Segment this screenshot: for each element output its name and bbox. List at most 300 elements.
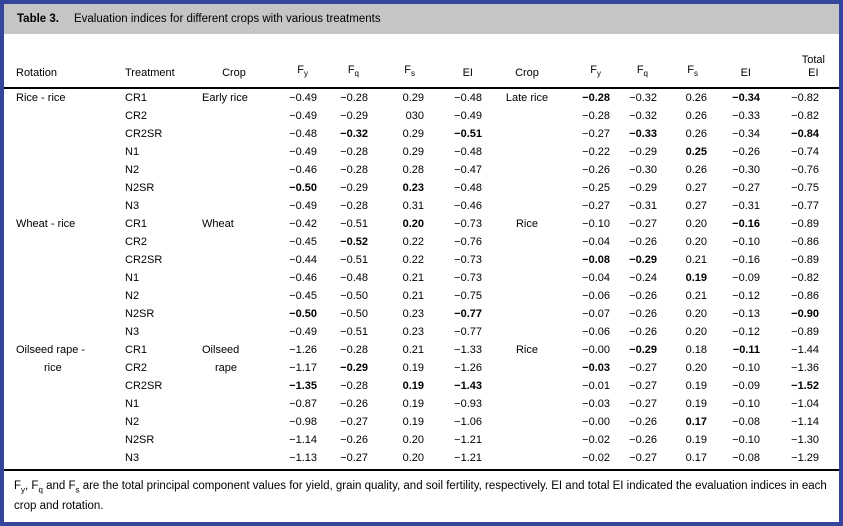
cell-total-ei: −0.90 xyxy=(791,308,819,320)
cell-total-ei: −0.89 xyxy=(791,218,819,230)
table-caption xyxy=(4,4,839,34)
cell-crop-left xyxy=(200,395,268,413)
table-number: Table 3. xyxy=(17,13,59,25)
cell-fs-left: 0.20 xyxy=(402,434,424,446)
cell-fy-right: −0.28 xyxy=(582,110,610,122)
cell-crop-left xyxy=(200,305,268,323)
cell-crop-right xyxy=(488,197,566,215)
table-row xyxy=(4,359,839,377)
col-header-fs-right: $F_s$ xyxy=(663,34,713,88)
table-row xyxy=(4,251,839,269)
table-row xyxy=(4,88,839,107)
cell-fq-right: −0.26 xyxy=(629,434,657,446)
cell-fq-right: −0.31 xyxy=(629,200,657,212)
cell-fq-right: −0.29 xyxy=(629,254,657,266)
cell-fs-left: 0.29 xyxy=(402,92,424,104)
cell-fy-right: −0.28 xyxy=(582,92,610,104)
cell-ei-left: −1.33 xyxy=(454,344,482,356)
cell-fq-right: −0.24 xyxy=(629,272,657,284)
cell-fs-right: 0.20 xyxy=(685,218,707,230)
cell-fy-left: −0.48 xyxy=(289,128,317,140)
cell-fq-right: −0.26 xyxy=(629,290,657,302)
cell-fs-left: 0.23 xyxy=(402,326,424,338)
cell-total-ei: −1.29 xyxy=(791,452,819,464)
cell-ei-right: −0.09 xyxy=(732,380,760,392)
cell-fy-left: −0.45 xyxy=(289,236,317,248)
cell-crop-right: Late rice xyxy=(505,92,549,104)
cell-ei-left: −0.47 xyxy=(454,164,482,176)
table-row xyxy=(4,215,839,233)
col-header-fq-left: $F_q$ xyxy=(323,34,374,88)
cell-fs-right: 0.26 xyxy=(685,128,707,140)
cell-fy-right: −0.00 xyxy=(582,344,610,356)
cell-ei-left: −0.48 xyxy=(454,146,482,158)
cell-crop-left xyxy=(200,143,268,161)
footnote-segment: and F xyxy=(42,480,76,492)
cell-fq-left: −0.29 xyxy=(340,110,368,122)
cell-fs-right: 0.26 xyxy=(685,110,707,122)
cell-crop-right xyxy=(488,431,566,449)
table-row xyxy=(4,431,839,449)
table-footnote xyxy=(4,469,839,514)
cell-fs-left: 0.19 xyxy=(402,380,424,392)
cell-ei-right: −0.10 xyxy=(732,236,760,248)
cell-rotation: rice xyxy=(44,362,62,374)
cell-rotation xyxy=(4,251,125,269)
cell-fs-right: 0.26 xyxy=(685,92,707,104)
cell-fs-right: 0.19 xyxy=(685,434,707,446)
cell-fs-right: 0.21 xyxy=(685,254,707,266)
col-header-fy-left: $F_y$ xyxy=(268,34,323,88)
cell-rotation: Rice - rice xyxy=(16,92,66,104)
cell-fs-right: 0.27 xyxy=(685,200,707,212)
cell-total-ei: −1.04 xyxy=(791,398,819,410)
table-row xyxy=(4,143,839,161)
cell-fy-right: −0.04 xyxy=(582,272,610,284)
footnote-subscript: q xyxy=(38,485,43,495)
cell-crop-right xyxy=(488,287,566,305)
cell-total-ei: −1.44 xyxy=(791,344,819,356)
cell-ei-left: −0.73 xyxy=(454,218,482,230)
cell-fy-left: −1.13 xyxy=(289,452,317,464)
cell-fy-left: −0.49 xyxy=(289,110,317,122)
cell-treatment: N2SR xyxy=(125,182,155,194)
cell-fy-right: −0.27 xyxy=(582,128,610,140)
cell-crop-left xyxy=(200,269,268,287)
cell-fy-right: −0.08 xyxy=(582,254,610,266)
cell-crop-right xyxy=(488,233,566,251)
cell-ei-right: −0.09 xyxy=(732,272,760,284)
cell-fs-right: 0.27 xyxy=(685,182,707,194)
cell-fy-left: −0.44 xyxy=(289,254,317,266)
cell-treatment: CR2SR xyxy=(125,128,163,140)
cell-crop-right xyxy=(488,305,566,323)
cell-crop-right xyxy=(488,125,566,143)
footnote-segment: F xyxy=(14,480,22,492)
cell-rotation xyxy=(4,305,125,323)
cell-fs-left: 0.20 xyxy=(402,452,424,464)
cell-fy-left: −0.45 xyxy=(289,290,317,302)
footnote-segment: are the total principal component values for yield, grain quality, and soil fertility, respectively. EI and total EI indicated the evaluation indices in each crop and rotation. xyxy=(14,480,827,513)
cell-fq-right: −0.30 xyxy=(629,164,657,176)
cell-fq-left: −0.51 xyxy=(340,254,368,266)
cell-fy-left: −0.49 xyxy=(289,92,317,104)
cell-fq-left: −0.51 xyxy=(340,326,368,338)
cell-fy-left: −1.26 xyxy=(289,344,317,356)
cell-treatment: CR2 xyxy=(125,362,148,374)
cell-fs-right: 0.19 xyxy=(685,398,707,410)
cell-fq-right: −0.32 xyxy=(629,92,657,104)
cell-fs-left: 030 xyxy=(405,110,424,122)
cell-fq-right: −0.27 xyxy=(629,380,657,392)
col-header-ei-right: EI xyxy=(713,34,766,88)
cell-crop-left: Early rice xyxy=(202,92,248,104)
cell-fs-left: 0.22 xyxy=(402,254,424,266)
cell-fq-left: −0.32 xyxy=(340,128,368,140)
cell-treatment: N3 xyxy=(125,200,140,212)
cell-crop-left xyxy=(200,197,268,215)
cell-fy-right: −0.07 xyxy=(582,308,610,320)
cell-crop-right xyxy=(488,449,566,467)
cell-ei-left: −1.43 xyxy=(454,380,482,392)
table-row xyxy=(4,269,839,287)
cell-fq-right: −0.32 xyxy=(629,110,657,122)
cell-fs-right: 0.17 xyxy=(685,416,707,428)
cell-crop-right xyxy=(488,395,566,413)
cell-fq-right: −0.29 xyxy=(629,344,657,356)
cell-fs-right: 0.26 xyxy=(685,164,707,176)
cell-ei-right: −0.12 xyxy=(732,290,760,302)
cell-fy-left: −1.17 xyxy=(289,362,317,374)
cell-fq-left: −0.28 xyxy=(340,380,368,392)
col-header-fs-left: $F_s$ xyxy=(374,34,430,88)
cell-fy-left: −0.49 xyxy=(289,326,317,338)
cell-crop-left xyxy=(200,179,268,197)
cell-crop-left xyxy=(200,449,268,467)
cell-fq-left: −0.28 xyxy=(340,164,368,176)
cell-treatment: N1 xyxy=(125,272,140,284)
cell-treatment: CR2SR xyxy=(125,254,163,266)
cell-total-ei: −1.36 xyxy=(791,362,819,374)
cell-treatment: CR1 xyxy=(125,218,148,230)
col-header-total-ei: Total EI xyxy=(766,34,839,88)
cell-crop-left xyxy=(200,287,268,305)
cell-fq-left: −0.26 xyxy=(340,434,368,446)
cell-fy-left: −0.49 xyxy=(289,146,317,158)
cell-fs-left: 0.21 xyxy=(402,290,424,302)
col-header-fy-right: $F_y$ xyxy=(566,34,616,88)
cell-ei-left: −0.76 xyxy=(454,236,482,248)
table-body xyxy=(4,88,839,467)
cell-ei-left: −0.48 xyxy=(454,182,482,194)
cell-crop-left xyxy=(200,161,268,179)
cell-total-ei: −0.84 xyxy=(791,128,819,140)
cell-fq-right: −0.33 xyxy=(629,128,657,140)
cell-fq-left: −0.48 xyxy=(340,272,368,284)
cell-fs-right: 0.19 xyxy=(685,380,707,392)
cell-ei-right: −0.27 xyxy=(732,182,760,194)
footnote-text xyxy=(14,480,827,512)
cell-fs-right: 0.20 xyxy=(685,236,707,248)
cell-rotation xyxy=(4,107,125,125)
cell-crop-left xyxy=(200,413,268,431)
cell-total-ei: −1.52 xyxy=(791,380,819,392)
cell-fq-right: −0.27 xyxy=(629,398,657,410)
cell-fq-right: −0.26 xyxy=(629,326,657,338)
table-row xyxy=(4,341,839,359)
cell-fs-left: 0.21 xyxy=(402,272,424,284)
cell-fy-left: −1.14 xyxy=(289,434,317,446)
cell-fq-right: −0.29 xyxy=(629,146,657,158)
cell-treatment: CR2 xyxy=(125,110,148,122)
cell-fy-right: −0.01 xyxy=(582,380,610,392)
cell-total-ei: −0.86 xyxy=(791,236,819,248)
cell-fy-right: −0.06 xyxy=(582,326,610,338)
cell-fy-left: −0.46 xyxy=(289,164,317,176)
cell-ei-left: −1.21 xyxy=(454,452,482,464)
cell-ei-left: −0.77 xyxy=(454,308,482,320)
col-header-ei-left: EI xyxy=(430,34,488,88)
cell-total-ei: −1.14 xyxy=(791,416,819,428)
cell-ei-left: −0.51 xyxy=(454,128,482,140)
cell-ei-right: −0.16 xyxy=(732,218,760,230)
cell-crop-right xyxy=(488,377,566,395)
cell-rotation: Oilseed rape - xyxy=(16,344,86,356)
cell-fy-right: −0.00 xyxy=(582,416,610,428)
cell-fs-left: 0.19 xyxy=(402,416,424,428)
cell-crop-left xyxy=(200,431,268,449)
cell-total-ei: −0.82 xyxy=(791,110,819,122)
cell-fq-left: −0.29 xyxy=(340,362,368,374)
cell-crop-left xyxy=(200,323,268,341)
cell-crop-left xyxy=(200,251,268,269)
cell-fq-left: −0.51 xyxy=(340,218,368,230)
cell-fq-right: −0.26 xyxy=(629,236,657,248)
cell-fq-right: −0.26 xyxy=(629,308,657,320)
cell-treatment: N3 xyxy=(125,452,140,464)
cell-total-ei: −0.82 xyxy=(791,92,819,104)
cell-fs-left: 0.31 xyxy=(402,200,424,212)
caption-text: Evaluation indices for different crops with various treatments xyxy=(73,13,381,25)
cell-rotation xyxy=(4,395,125,413)
cell-fq-left: −0.27 xyxy=(340,452,368,464)
cell-rotation xyxy=(4,179,125,197)
cell-rotation xyxy=(4,143,125,161)
cell-rotation xyxy=(4,125,125,143)
cell-fy-right: −0.02 xyxy=(582,434,610,446)
cell-ei-left: −0.48 xyxy=(454,92,482,104)
cell-treatment: CR1 xyxy=(125,344,148,356)
cell-fs-left: 0.23 xyxy=(402,182,424,194)
cell-ei-right: −0.08 xyxy=(732,416,760,428)
cell-fq-right: −0.27 xyxy=(629,362,657,374)
cell-ei-right: −0.34 xyxy=(732,92,760,104)
table-row xyxy=(4,107,839,125)
cell-fs-right: 0.20 xyxy=(685,308,707,320)
cell-total-ei: −0.77 xyxy=(791,200,819,212)
cell-total-ei: −0.76 xyxy=(791,164,819,176)
cell-fs-left: 0.23 xyxy=(402,308,424,320)
cell-crop-right: Rice xyxy=(515,344,538,356)
cell-rotation xyxy=(4,233,125,251)
cell-treatment: CR1 xyxy=(125,92,148,104)
cell-fs-right: 0.21 xyxy=(685,290,707,302)
cell-fs-left: 0.22 xyxy=(402,236,424,248)
cell-fs-left: 0.19 xyxy=(402,362,424,374)
col-header-fq-right: $F_q$ xyxy=(616,34,663,88)
table-row xyxy=(4,287,839,305)
cell-crop-right xyxy=(488,323,566,341)
cell-fy-left: −0.50 xyxy=(289,182,317,194)
cell-crop-left xyxy=(200,125,268,143)
table-row xyxy=(4,125,839,143)
cell-rotation xyxy=(4,287,125,305)
cell-total-ei: −0.89 xyxy=(791,326,819,338)
cell-ei-right: −0.30 xyxy=(732,164,760,176)
cell-ei-right: −0.13 xyxy=(732,308,760,320)
cell-fs-left: 0.29 xyxy=(402,146,424,158)
cell-ei-right: −0.34 xyxy=(732,128,760,140)
table-row xyxy=(4,413,839,431)
cell-total-ei: −0.86 xyxy=(791,290,819,302)
table-row xyxy=(4,377,839,395)
cell-ei-left: −0.73 xyxy=(454,254,482,266)
cell-ei-right: −0.31 xyxy=(732,200,760,212)
cell-fy-right: −0.25 xyxy=(582,182,610,194)
cell-ei-left: −0.77 xyxy=(454,326,482,338)
table-row xyxy=(4,161,839,179)
cell-fs-left: 0.19 xyxy=(402,398,424,410)
cell-ei-left: −0.46 xyxy=(454,200,482,212)
cell-ei-left: −1.06 xyxy=(454,416,482,428)
cell-crop-right: Rice xyxy=(515,218,538,230)
cell-total-ei: −0.82 xyxy=(791,272,819,284)
cell-treatment: CR2 xyxy=(125,236,148,248)
col-header-crop-left: Crop xyxy=(200,34,268,88)
cell-crop-left xyxy=(200,233,268,251)
cell-rotation xyxy=(4,449,125,467)
cell-treatment: N1 xyxy=(125,398,140,410)
cell-rotation xyxy=(4,269,125,287)
cell-ei-left: −0.73 xyxy=(454,272,482,284)
cell-crop-right xyxy=(488,161,566,179)
cell-fy-left: −0.98 xyxy=(289,416,317,428)
cell-crop-left: Oilseed xyxy=(202,344,240,356)
cell-fq-left: −0.27 xyxy=(340,416,368,428)
cell-ei-left: −1.21 xyxy=(454,434,482,446)
cell-rotation xyxy=(4,431,125,449)
cell-fy-left: −0.49 xyxy=(289,200,317,212)
cell-ei-right: −0.10 xyxy=(732,398,760,410)
table-row xyxy=(4,449,839,467)
cell-ei-right: −0.26 xyxy=(732,146,760,158)
cell-ei-right: −0.11 xyxy=(732,344,760,356)
col-header-rotation: Rotation xyxy=(4,34,125,88)
cell-fy-right: −0.03 xyxy=(582,362,610,374)
cell-ei-right: −0.16 xyxy=(732,254,760,266)
cell-fy-left: −0.46 xyxy=(289,272,317,284)
cell-total-ei: −0.75 xyxy=(791,182,819,194)
cell-fq-right: −0.27 xyxy=(629,218,657,230)
header-row xyxy=(4,34,839,88)
col-header-treatment: Treatment xyxy=(125,34,200,88)
cell-fy-right: −0.03 xyxy=(582,398,610,410)
evaluation-table xyxy=(4,34,839,467)
cell-fs-right: 0.25 xyxy=(685,146,707,158)
cell-crop-left: Wheat xyxy=(202,218,234,230)
cell-crop-right xyxy=(488,143,566,161)
cell-fy-right: −0.10 xyxy=(582,218,610,230)
cell-fq-right: −0.29 xyxy=(629,182,657,194)
cell-fs-right: 0.20 xyxy=(685,326,707,338)
cell-treatment: N1 xyxy=(125,146,140,158)
cell-fs-left: 0.21 xyxy=(402,344,424,356)
cell-crop-right xyxy=(488,413,566,431)
cell-crop-right xyxy=(488,107,566,125)
table-row xyxy=(4,197,839,215)
cell-fy-right: −0.02 xyxy=(582,452,610,464)
cell-fy-left: −0.87 xyxy=(289,398,317,410)
cell-fy-right: −0.27 xyxy=(582,200,610,212)
cell-crop-left: rape xyxy=(215,362,238,374)
cell-ei-left: −0.49 xyxy=(454,110,482,122)
cell-fq-left: −0.26 xyxy=(340,398,368,410)
cell-fs-right: 0.19 xyxy=(685,272,707,284)
table-row xyxy=(4,305,839,323)
cell-fy-right: −0.04 xyxy=(582,236,610,248)
cell-ei-right: −0.12 xyxy=(732,326,760,338)
cell-fy-right: −0.06 xyxy=(582,290,610,302)
cell-ei-right: −0.10 xyxy=(732,362,760,374)
cell-ei-left: −1.26 xyxy=(454,362,482,374)
cell-fs-left: 0.20 xyxy=(402,218,424,230)
cell-fs-right: 0.20 xyxy=(685,362,707,374)
cell-fs-right: 0.18 xyxy=(685,344,707,356)
cell-fq-left: −0.29 xyxy=(340,182,368,194)
cell-fq-left: −0.52 xyxy=(340,236,368,248)
cell-fs-left: 0.28 xyxy=(402,164,424,176)
table-row xyxy=(4,323,839,341)
table-row xyxy=(4,179,839,197)
cell-crop-right xyxy=(488,179,566,197)
cell-ei-right: −0.10 xyxy=(732,434,760,446)
cell-ei-left: −0.93 xyxy=(454,398,482,410)
cell-fy-right: −0.26 xyxy=(582,164,610,176)
col-header-crop-right: Crop xyxy=(488,34,566,88)
cell-total-ei: −1.30 xyxy=(791,434,819,446)
cell-crop-left xyxy=(200,107,268,125)
cell-fy-right: −0.22 xyxy=(582,146,610,158)
cell-rotation: Wheat - rice xyxy=(16,218,76,230)
cell-treatment: N2 xyxy=(125,290,140,302)
cell-crop-right xyxy=(488,269,566,287)
cell-rotation xyxy=(4,323,125,341)
cell-rotation xyxy=(4,377,125,395)
cell-crop-right xyxy=(488,359,566,377)
table-row xyxy=(4,395,839,413)
cell-crop-left xyxy=(200,377,268,395)
cell-total-ei: −0.89 xyxy=(791,254,819,266)
cell-treatment: CR2SR xyxy=(125,380,163,392)
cell-fq-right: −0.27 xyxy=(629,452,657,464)
cell-ei-right: −0.33 xyxy=(732,110,760,122)
footnote-subscript: s xyxy=(75,485,80,495)
cell-fq-left: −0.28 xyxy=(340,200,368,212)
table-header xyxy=(4,34,839,88)
cell-ei-right: −0.08 xyxy=(732,452,760,464)
cell-fy-left: −0.50 xyxy=(289,308,317,320)
cell-fs-right: 0.17 xyxy=(685,452,707,464)
